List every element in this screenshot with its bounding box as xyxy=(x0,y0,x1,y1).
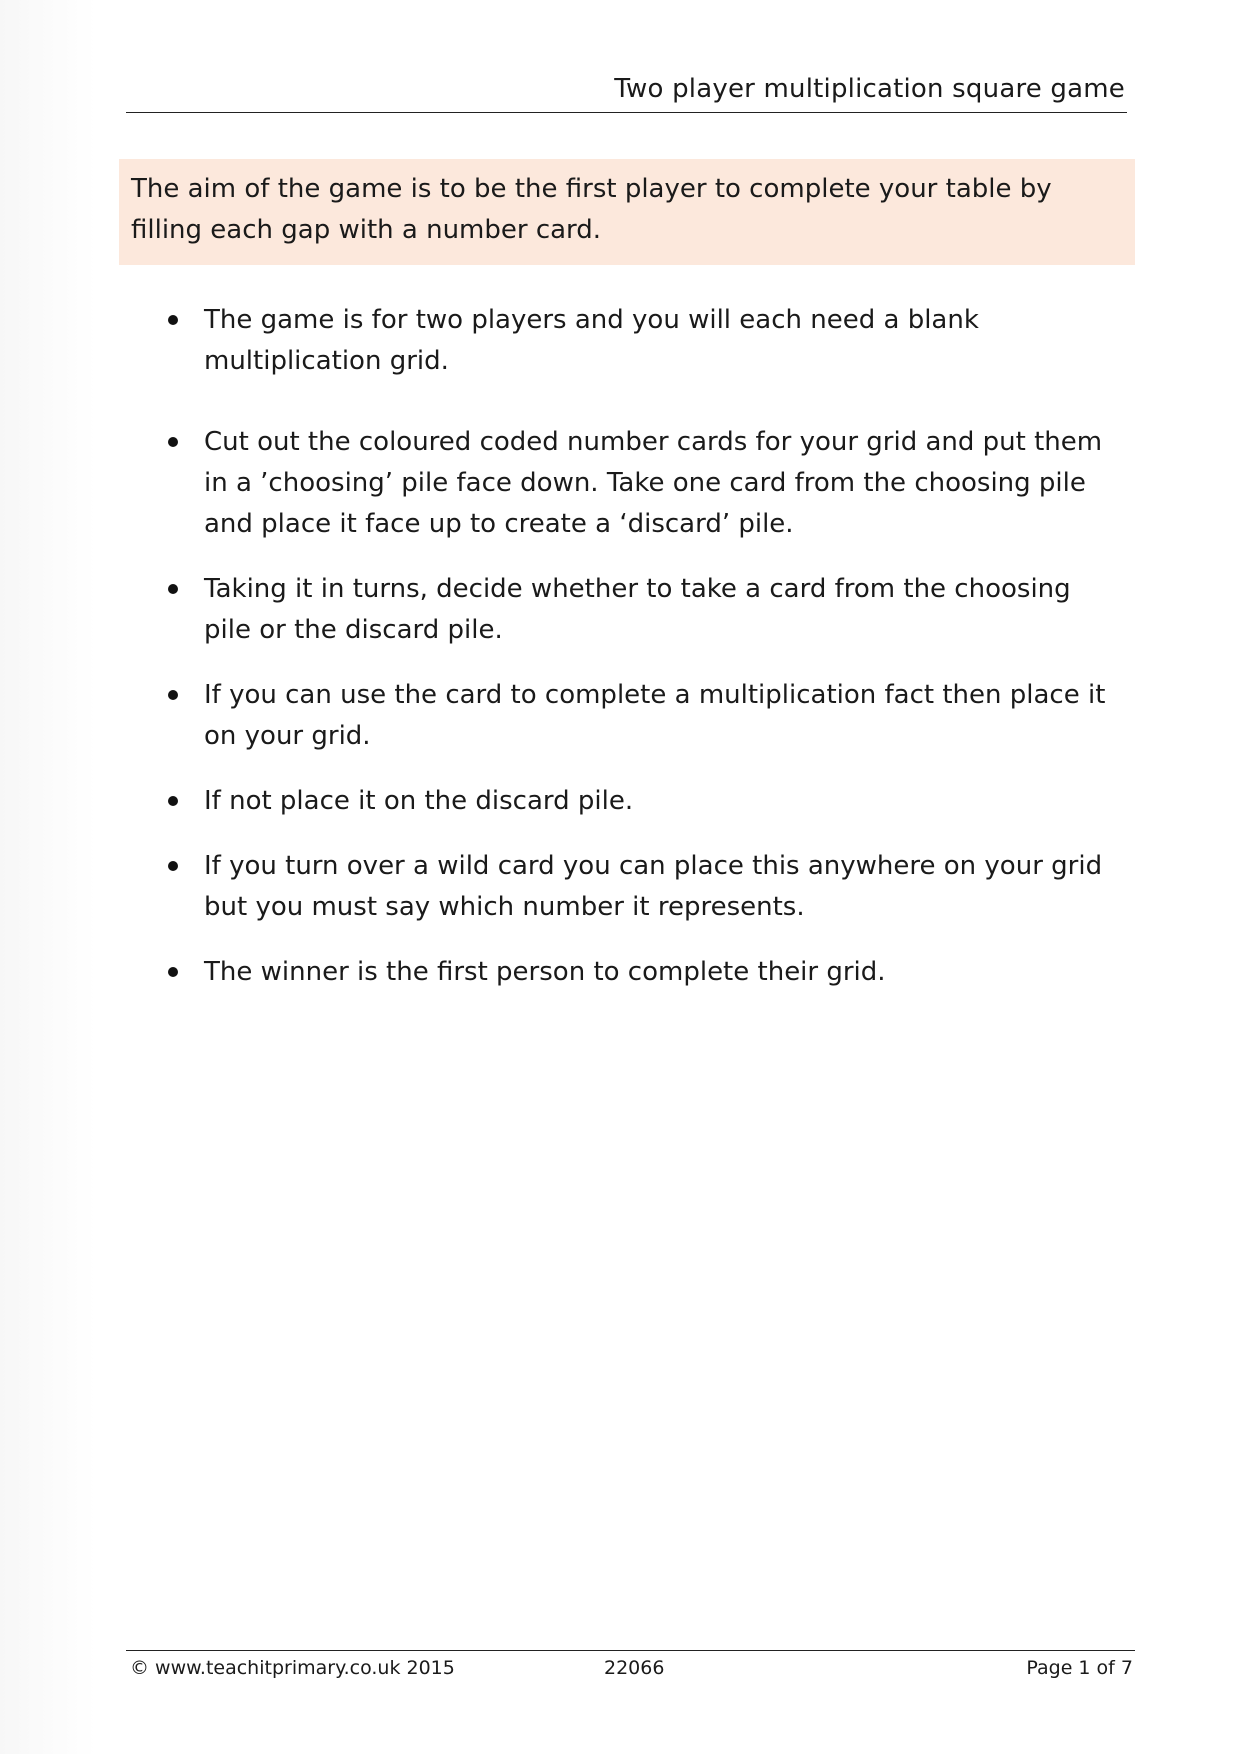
rule-text: The winner is the first person to complete their grid. xyxy=(204,957,886,987)
list-item xyxy=(140,952,1125,993)
rule-text: The game is for two players and you will each need a blank multiplication grid. xyxy=(204,305,979,376)
page-edge-shadow xyxy=(0,0,96,1754)
bullet-icon xyxy=(168,315,178,325)
list-item xyxy=(140,675,1125,757)
bullet-icon xyxy=(168,796,178,806)
bullet-icon xyxy=(168,690,178,700)
bullet-icon xyxy=(168,584,178,594)
list-item xyxy=(140,781,1125,822)
bullet-icon xyxy=(168,437,178,447)
rule-text: If you can use the card to complete a multiplication fact then place it on your grid. xyxy=(204,680,1106,751)
list-item xyxy=(140,846,1125,928)
aim-box xyxy=(119,159,1135,265)
list-item xyxy=(140,300,1125,382)
rule-text: Cut out the coloured coded number cards for your grid and put them in a ’choosing’ pile face down. Take one card from the choosing pile and place it face up to create a ‘discard’ pile. xyxy=(204,427,1103,539)
footer-page-number: Page 1 of 7 xyxy=(1026,1657,1133,1679)
aim-text: The aim of the game is to be the first player to complete your table by filling each gap with a number card. xyxy=(131,174,1052,245)
page-footer xyxy=(126,1650,1135,1687)
page-title: Two player multiplication square game xyxy=(614,74,1125,104)
rule-text: If you turn over a wild card you can place this anywhere on your grid but you must say which number it represents. xyxy=(204,851,1103,922)
footer-copyright: © www.teachitprimary.co.uk 2015 xyxy=(130,1657,455,1679)
footer-doc-id: 22066 xyxy=(604,1657,665,1679)
bullet-icon xyxy=(168,967,178,977)
rule-text: Taking it in turns, decide whether to take a card from the choosing pile or the discard pile. xyxy=(204,574,1071,645)
rules-list xyxy=(140,300,1125,1017)
list-item xyxy=(140,569,1125,651)
bullet-icon xyxy=(168,861,178,871)
list-item xyxy=(140,422,1125,545)
rule-text: If not place it on the discard pile. xyxy=(204,786,634,816)
page-header xyxy=(126,72,1127,113)
